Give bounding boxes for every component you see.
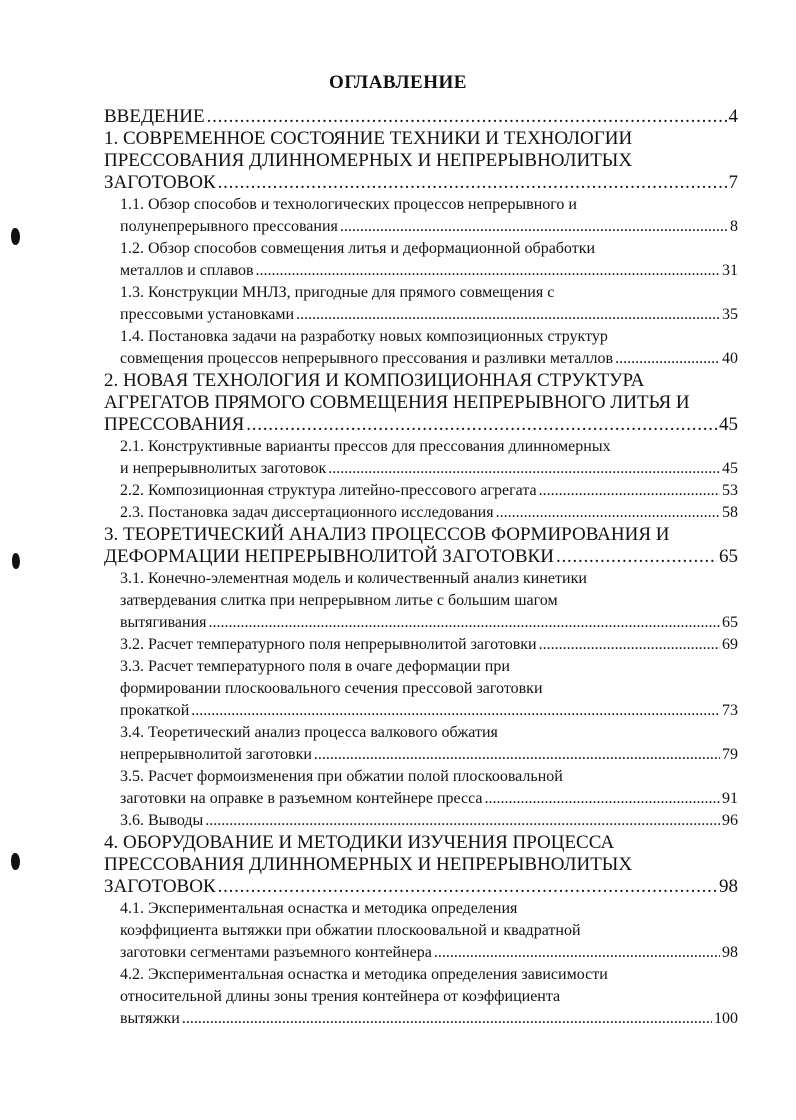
page-number: 58 [722, 504, 738, 521]
toc-entry-row [120, 348, 738, 370]
toc-entry-text: ЗАГОТОВОК [104, 876, 216, 897]
page-number: 7 [728, 172, 738, 193]
toc-section [104, 502, 738, 524]
toc-chapter [104, 106, 738, 128]
page-number: 35 [722, 306, 738, 323]
page-number: 69 [722, 636, 738, 653]
toc-entry-text: заготовки сегментами разъемного контейнера [120, 944, 432, 961]
toc-entry-text: 2.2. Композиционная структура литейно-прессового агрегата [120, 482, 537, 499]
dot-leader [328, 458, 720, 480]
toc-entry-text: ВВЕДЕНИЕ [104, 106, 205, 127]
page-number: 45 [722, 460, 738, 477]
dot-leader [340, 216, 728, 238]
toc-entry-text: 4.2. Экспериментальная оснастка и методика определения зависимости [120, 966, 608, 983]
toc-entry-row [120, 744, 738, 766]
dot-leader [556, 546, 717, 568]
table-of-contents [104, 106, 738, 1030]
dot-leader [539, 634, 720, 656]
toc-chapter [104, 832, 738, 898]
dot-leader [207, 106, 727, 128]
toc-entry-text: 4.1. Экспериментальная оснастка и методика определения [120, 900, 518, 917]
toc-entry-row [120, 260, 738, 282]
toc-entry-row [120, 810, 738, 832]
toc-entry-row [120, 458, 738, 480]
toc-entry-text: АГРЕГАТОВ ПРЯМОГО СОВМЕЩЕНИЯ НЕПРЕРЫВНОГО ЛИТЬЯ И [104, 392, 690, 413]
toc-entry-text: формировании плоскоовального сечения прессовой заготовки [120, 680, 543, 697]
toc-entry-row [104, 414, 738, 436]
dot-leader [496, 502, 720, 524]
toc-entry-text: металлов и сплавов [120, 262, 254, 279]
toc-entry-text: 4. ОБОРУДОВАНИЕ И МЕТОДИКИ ИЗУЧЕНИЯ ПРОЦЕССА [104, 832, 615, 853]
page-number: 65 [719, 546, 738, 567]
toc-section [104, 194, 738, 238]
page-number: 53 [722, 482, 738, 499]
toc-entry-text: 2.3. Постановка задач диссертационного исследования [120, 504, 494, 521]
dot-leader [434, 942, 720, 964]
toc-entry-text: непрерывнолитой заготовки [120, 746, 312, 763]
page-number: 8 [730, 218, 738, 235]
toc-entry-text: 1.2. Обзор способов совмещения литья и деформационной обработки [120, 240, 596, 257]
page-number: 4 [728, 106, 738, 127]
page-number: 100 [714, 1010, 738, 1027]
toc-entry-row [120, 480, 738, 502]
page-number: 65 [722, 614, 738, 631]
toc-entry-text: 1.1. Обзор способов и технологических процессов непрерывного и [120, 196, 577, 213]
toc-entry-text: 3.1. Конечно-элементная модель и количественный анализ кинетики [120, 570, 587, 587]
toc-section [104, 436, 738, 480]
toc-section [104, 568, 738, 634]
toc-entry-text: совмещения процессов непрерывного прессования и разливки металлов [120, 350, 614, 367]
toc-entry-row [120, 612, 738, 634]
toc-entry-row [104, 106, 738, 128]
toc-entry-text: вытягивания [120, 614, 207, 631]
toc-entry-text: 3.2. Расчет температурного поля непрерывнолитой заготовки [120, 636, 537, 653]
toc-entry-text: ПРЕССОВАНИЯ ДЛИННОМЕРНЫХ И НЕПРЕРЫВНОЛИТЫХ [104, 854, 633, 875]
toc-entry-row [120, 634, 738, 656]
toc-entry-text: 1.3. Конструкции МНЛЗ, пригодные для прямого совмещения с [120, 284, 555, 301]
toc-entry-text: 3. ТЕОРЕТИЧЕСКИЙ АНАЛИЗ ПРОЦЕССОВ ФОРМИРОВАНИЯ И [104, 524, 670, 545]
toc-section [104, 766, 738, 810]
toc-section [104, 326, 738, 370]
toc-entry-text: 3.6. Выводы [120, 812, 204, 829]
toc-entry-text: 3.4. Теоретический анализ процесса валкового обжатия [120, 724, 498, 741]
toc-entry-text: коэффициента вытяжки при обжатии плоскоовальной и квадратной [120, 922, 581, 939]
toc-entry-text: вытяжки [120, 1010, 180, 1027]
dot-leader [246, 414, 717, 436]
dot-leader [218, 876, 717, 898]
toc-section [104, 238, 738, 282]
toc-entry-text: относительной длины зоны трения контейнера от коэффициента [120, 988, 561, 1005]
toc-entry-text: затвердевания слитка при непрерывном литье с большим шагом [120, 592, 558, 609]
toc-section [104, 282, 738, 326]
toc-section [104, 810, 738, 832]
toc-section [104, 964, 738, 1030]
dot-leader [539, 480, 720, 502]
dot-leader [218, 172, 727, 194]
dot-leader [256, 260, 721, 282]
page-number: 31 [722, 262, 738, 279]
toc-entry-row [104, 876, 738, 898]
page-number: 96 [722, 812, 738, 829]
toc-entry-row [120, 700, 738, 722]
page-number: 73 [722, 702, 738, 719]
toc-chapter [104, 370, 738, 436]
toc-entry-row [104, 546, 738, 568]
toc-entry-text: 2. НОВАЯ ТЕХНОЛОГИЯ И КОМПОЗИЦИОННАЯ СТРУКТУРА [104, 370, 645, 391]
toc-entry-row [104, 172, 738, 194]
toc-entry-text: 3.5. Расчет формоизменения при обжатии полой плоскоовальной [120, 768, 563, 785]
toc-entry-row [120, 1008, 738, 1030]
toc-entry-text: 1.4. Постановка задачи на разработку новых композиционных структур [120, 328, 608, 345]
toc-section [104, 656, 738, 722]
page-number: 98 [719, 876, 738, 897]
page-number: 40 [722, 350, 738, 367]
toc-entry-text: ДЕФОРМАЦИИ НЕПРЕРЫВНОЛИТОЙ ЗАГОТОВКИ [104, 546, 554, 567]
punch-hole-mark [12, 553, 20, 569]
page-number: 79 [722, 746, 738, 763]
page-number: 45 [719, 414, 738, 435]
page-number: 98 [722, 944, 738, 961]
toc-entry-text: ПРЕССОВАНИЯ [104, 414, 245, 435]
toc-entry-row [120, 502, 738, 524]
page-number: 91 [722, 790, 738, 807]
toc-entry-row [120, 216, 738, 238]
toc-entry-row [120, 788, 738, 810]
toc-entry-text: прессовыми установками [120, 306, 295, 323]
dot-leader [182, 1008, 712, 1030]
dot-leader [485, 788, 721, 810]
dot-leader [191, 700, 720, 722]
toc-chapter [104, 524, 738, 568]
toc-entry-text: 2.1. Конструктивные варианты прессов для прессования длинномерных [120, 438, 611, 455]
toc-section [104, 634, 738, 656]
dot-leader [615, 348, 720, 370]
toc-chapter [104, 128, 738, 194]
toc-entry-text: заготовки на оправке в разъемном контейнере пресса [120, 790, 483, 807]
punch-hole-mark [11, 853, 20, 870]
toc-entry-text: ЗАГОТОВОК [104, 172, 216, 193]
toc-entry-text: прокаткой [120, 702, 190, 719]
dot-leader [205, 810, 720, 832]
dot-leader [209, 612, 721, 634]
toc-entry-text: 1. СОВРЕМЕННОЕ СОСТОЯНИЕ ТЕХНИКИ И ТЕХНОЛОГИИ [104, 128, 633, 149]
dot-leader [296, 304, 720, 326]
toc-entry-text: и непрерывнолитых заготовок [120, 460, 327, 477]
toc-entry-row [120, 942, 738, 964]
toc-section [104, 898, 738, 964]
page-title: ОГЛАВЛЕНИЕ [329, 72, 467, 93]
toc-section [104, 480, 738, 502]
toc-entry-row [120, 304, 738, 326]
dot-leader [314, 744, 720, 766]
punch-hole-mark [11, 228, 20, 245]
toc-entry-text: полунепрерывного прессования [120, 218, 338, 235]
toc-section [104, 722, 738, 766]
toc-entry-text: 3.3. Расчет температурного поля в очаге деформации при [120, 658, 510, 675]
toc-entry-text: ПРЕССОВАНИЯ ДЛИННОМЕРНЫХ И НЕПРЕРЫВНОЛИТЫХ [104, 150, 633, 171]
